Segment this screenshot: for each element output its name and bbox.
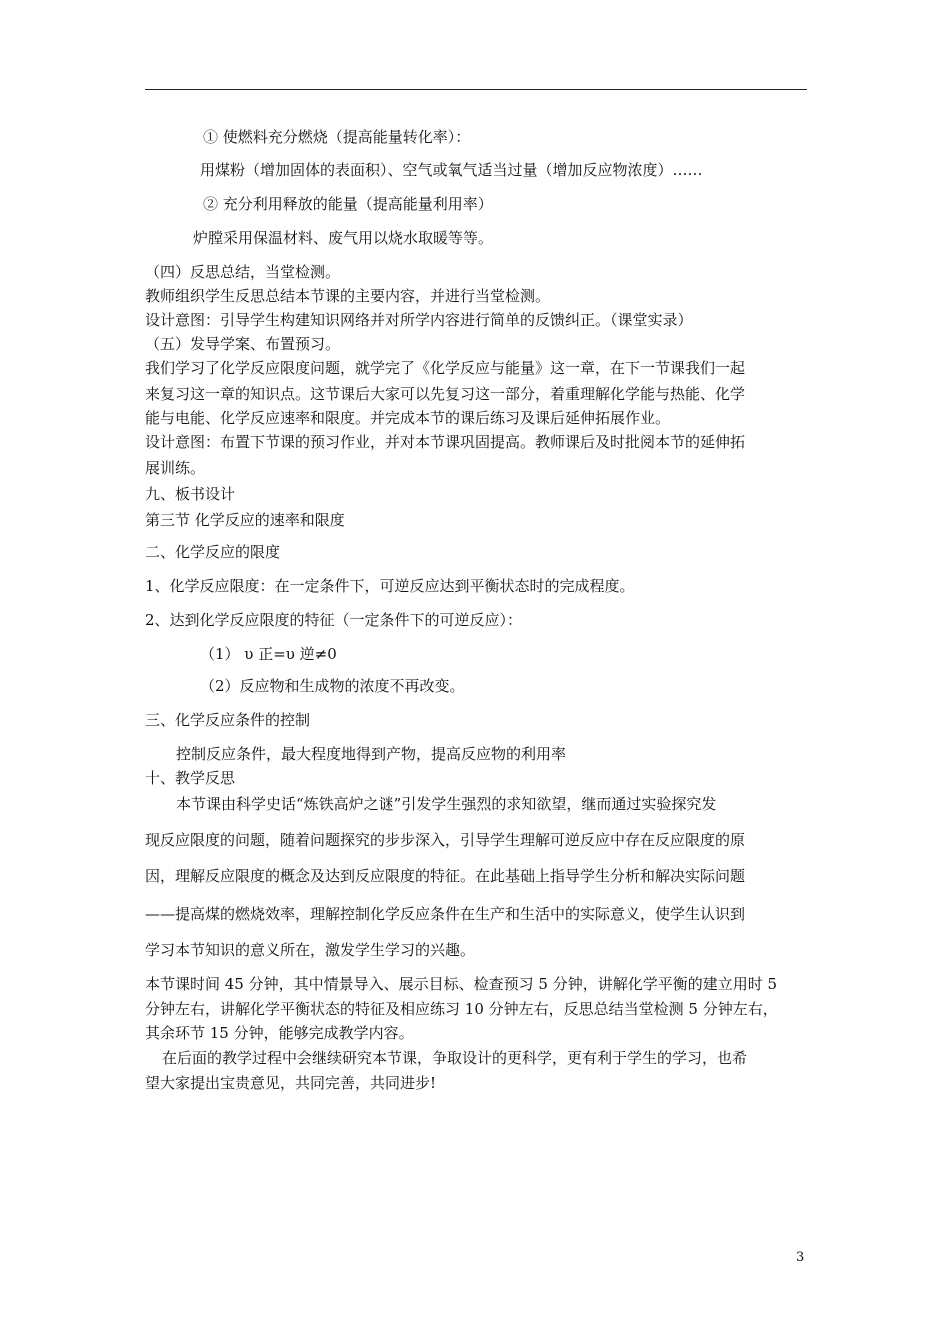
- closing-para-line: 在后面的教学过程中会继续研究本节课，争取设计的更科学，更有利于学生的学习，也希: [162, 1049, 748, 1067]
- board-section-title: 第三节 化学反应的速率和限度: [145, 511, 345, 529]
- part4-intent: 设计意图：引导学生构建知识网络并对所学内容进行简单的反馈纠正。（课堂实录）: [145, 311, 693, 329]
- board-feature2: （2）反应物和生成物的浓度不再改变。: [200, 677, 465, 695]
- closing-para-line: 望大家提出宝贵意见，共同完善，共同进步!: [145, 1074, 437, 1092]
- header-rule: [145, 89, 807, 90]
- reflection-para-line: 本节课由科学史话“炼铁高炉之谜”引发学生强烈的求知欲望，继而通过实验探究发: [176, 795, 717, 813]
- reflection-heading: 十、教学反思: [145, 769, 236, 787]
- part5-para-line: 来复习这一章的知识点。这节课后大家可以先复习这一部分，着重理解化学能与热能、化学: [145, 385, 746, 403]
- part4-text: 教师组织学生反思总结本节课的主要内容，并进行当堂检测。: [145, 287, 551, 305]
- part4-heading: （四）反思总结，当堂检测。: [145, 263, 341, 281]
- page-number: 3: [796, 1250, 805, 1265]
- reflection-para-line: 学习本节知识的意义所在，激发学生学习的兴趣。: [145, 941, 476, 959]
- board-feature1: （1） υ 正=υ 逆≠0: [200, 645, 337, 663]
- board-control: 控制反应条件，最大程度地得到产物，提高反应物的利用率: [176, 745, 567, 763]
- reflection-para-line: 因，理解反应限度的概念及达到反应限度的特征。在此基础上指导学生分析和解决实际问题: [145, 867, 746, 885]
- board-point1: 1、化学反应限度：在一定条件下，可逆反应达到平衡状态时的完成程度。: [145, 577, 635, 595]
- part5-intent-line: 展训练。: [145, 459, 206, 477]
- reflection-para-line: ——提高煤的燃烧效率，理解控制化学反应条件在生产和生活中的实际意义，使学生认识到: [145, 905, 746, 923]
- board-sub2: 二、化学反应的限度: [145, 543, 281, 561]
- part5-heading: （五）发导学案、布置预习。: [145, 335, 341, 353]
- time-para-line: 其余环节 15 分钟，能够完成教学内容。: [145, 1024, 414, 1042]
- reflection-para-line: 现反应限度的问题，随着问题探究的步步深入，引导学生理解可逆反应中存在反应限度的原: [145, 831, 746, 849]
- item2-title: ② 充分利用释放的能量（提高能量利用率）: [203, 195, 493, 213]
- board-heading: 九、板书设计: [145, 485, 236, 503]
- board-sub3: 三、化学反应条件的控制: [145, 711, 311, 729]
- part5-intent-line: 设计意图：布置下节课的预习作业，并对本节课巩固提高。教师课后及时批阅本节的延伸拓: [145, 433, 746, 451]
- item1-detail: 用煤粉（增加固体的表面积）、空气或氧气适当过量（增加反应物浓度）……: [200, 161, 703, 179]
- board-point2: 2、达到化学反应限度的特征（一定条件下的可逆反应）：: [145, 611, 523, 629]
- part5-para-line: 我们学习了化学反应限度问题，就学完了《化学反应与能量》这一章，在下一节课我们一起: [145, 359, 746, 377]
- time-para-line: 本节课时间 45 分钟，其中情景导入、展示目标、检查预习 5 分钟，讲解化学平衡的建立用时 5: [145, 975, 778, 993]
- item2-detail: 炉膛采用保温材料、废气用以烧水取暖等等。: [193, 229, 494, 247]
- time-para-line: 分钟左右，讲解化学平衡状态的特征及相应练习 10 分钟左右，反思总结当堂检测 5 分钟左右，: [145, 1000, 778, 1018]
- item1-title: ① 使燃料充分燃烧（提高能量转化率）：: [203, 128, 471, 146]
- part5-para-line: 能与电能、化学反应速率和限度。并完成本节的课后练习及课后延伸拓展作业。: [145, 409, 671, 427]
